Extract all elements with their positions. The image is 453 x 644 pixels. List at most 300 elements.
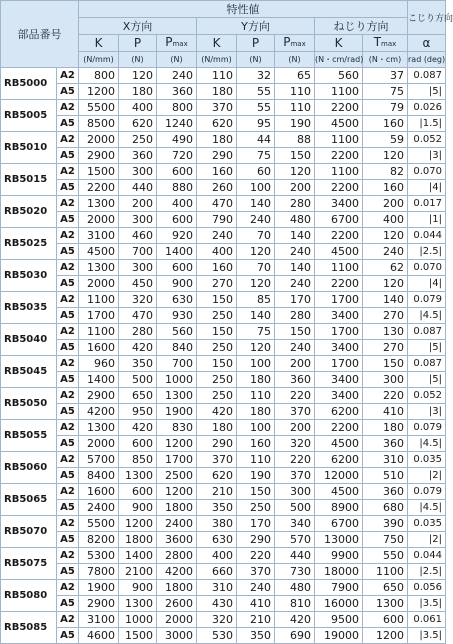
table-row <box>1 628 446 644</box>
a2-y-pmax-value: 110 <box>275 100 315 116</box>
a5-x-p-value: 1300 <box>119 468 157 484</box>
variant-label: A2 <box>57 164 79 180</box>
variant-label: A5 <box>57 596 79 612</box>
variant-label: A2 <box>57 260 79 276</box>
alpha-rad-value: 0.052 <box>408 132 446 148</box>
a5-y-p-value: 370 <box>237 564 275 580</box>
table-header <box>1 1 453 68</box>
a5-x-k-value: 7800 <box>79 564 119 580</box>
table-row <box>1 484 446 500</box>
a5-x-k-value: 1700 <box>79 308 119 324</box>
a5-t-k-value: 13000 <box>315 532 363 548</box>
a2-y-k-value: 380 <box>197 516 237 532</box>
a5-y-p-value: 140 <box>237 308 275 324</box>
a5-x-k-value: 2900 <box>79 596 119 612</box>
a5-y-k-value: 530 <box>197 628 237 644</box>
variant-label: A5 <box>57 468 79 484</box>
a2-x-k-value: 5500 <box>79 516 119 532</box>
a5-y-p-value: 100 <box>237 180 275 196</box>
a2-x-p-value: 300 <box>119 260 157 276</box>
a5-t-tmax-value: 160 <box>363 180 408 196</box>
table-row <box>1 132 446 148</box>
a5-x-p-value: 600 <box>119 436 157 452</box>
a5-y-k-value: 620 <box>197 116 237 132</box>
a2-y-k-value: 110 <box>197 68 237 84</box>
a2-x-p-value: 850 <box>119 452 157 468</box>
a2-y-pmax-value: 340 <box>275 516 315 532</box>
table-row <box>1 420 446 436</box>
part-number: RB5020 <box>1 196 57 228</box>
a5-y-k-value: 400 <box>197 244 237 260</box>
a5-t-tmax-value: 300 <box>363 372 408 388</box>
a5-y-p-value: 250 <box>237 500 275 516</box>
part-number: RB5000 <box>1 68 57 100</box>
a5-y-k-value: 260 <box>197 180 237 196</box>
variant-label: A2 <box>57 356 79 372</box>
a5-t-k-value: 6200 <box>315 404 363 420</box>
a2-y-k-value: 320 <box>197 612 237 628</box>
a2-y-pmax-value: 170 <box>275 292 315 308</box>
a2-y-p-value: 44 <box>237 132 275 148</box>
unit-y-k: (N/mm) <box>197 52 237 68</box>
table-row <box>1 116 446 132</box>
a2-x-k-value: 1300 <box>79 196 119 212</box>
table-row <box>1 532 446 548</box>
table-row <box>1 372 446 388</box>
a2-y-k-value: 310 <box>197 580 237 596</box>
a2-x-k-value: 960 <box>79 356 119 372</box>
a5-t-k-value: 2200 <box>315 148 363 164</box>
a2-x-pmax-value: 830 <box>157 420 197 436</box>
a2-y-pmax-value: 440 <box>275 548 315 564</box>
a2-x-k-value: 5500 <box>79 100 119 116</box>
a5-x-p-value: 1500 <box>119 628 157 644</box>
a5-x-pmax-value: 880 <box>157 180 197 196</box>
a5-x-p-value: 440 <box>119 180 157 196</box>
a5-x-p-value: 420 <box>119 340 157 356</box>
alpha-rad-value: 0.044 <box>408 548 446 564</box>
alpha-header: α <box>408 35 446 52</box>
table-row <box>1 468 446 484</box>
x-p-header: P <box>119 35 157 52</box>
a5-t-tmax-value: 510 <box>363 468 408 484</box>
a5-y-p-value: 120 <box>237 340 275 356</box>
a2-y-k-value: 160 <box>197 260 237 276</box>
a5-t-tmax-value: 120 <box>363 276 408 292</box>
part-number: RB5060 <box>1 452 57 484</box>
a5-y-pmax-value: 360 <box>275 372 315 388</box>
a5-t-tmax-value: 160 <box>363 116 408 132</box>
alpha-rad-value: 0.070 <box>408 260 446 276</box>
a2-x-k-value: 5700 <box>79 452 119 468</box>
a5-y-k-value: 250 <box>197 340 237 356</box>
alpha-deg-value: |4.5| <box>408 308 446 324</box>
a2-y-p-value: 240 <box>237 580 275 596</box>
a5-x-p-value: 700 <box>119 244 157 260</box>
variant-label: A2 <box>57 100 79 116</box>
variant-label: A5 <box>57 276 79 292</box>
a2-y-k-value: 470 <box>197 196 237 212</box>
a2-x-pmax-value: 1700 <box>157 452 197 468</box>
a5-x-p-value: 180 <box>119 84 157 100</box>
a5-x-k-value: 2000 <box>79 436 119 452</box>
a5-x-k-value: 4200 <box>79 404 119 420</box>
a5-x-k-value: 2400 <box>79 500 119 516</box>
a2-x-pmax-value: 700 <box>157 356 197 372</box>
a2-t-k-value: 9900 <box>315 548 363 564</box>
variant-label: A5 <box>57 212 79 228</box>
a2-t-k-value: 3400 <box>315 196 363 212</box>
a2-y-k-value: 370 <box>197 100 237 116</box>
a5-t-k-value: 1100 <box>315 84 363 100</box>
a5-y-pmax-value: 190 <box>275 116 315 132</box>
a5-x-pmax-value: 360 <box>157 84 197 100</box>
a2-y-pmax-value: 140 <box>275 260 315 276</box>
a5-y-p-value: 350 <box>237 628 275 644</box>
a5-t-k-value: 12000 <box>315 468 363 484</box>
a2-t-tmax-value: 62 <box>363 260 408 276</box>
a5-t-tmax-value: 75 <box>363 84 408 100</box>
a2-t-tmax-value: 310 <box>363 452 408 468</box>
a2-t-k-value: 1100 <box>315 260 363 276</box>
a5-y-pmax-value: 240 <box>275 340 315 356</box>
a2-y-pmax-value: 200 <box>275 420 315 436</box>
a5-y-pmax-value: 240 <box>275 244 315 260</box>
alpha-deg-value: |2| <box>408 532 446 548</box>
a5-x-k-value: 8500 <box>79 116 119 132</box>
a2-y-pmax-value: 220 <box>275 452 315 468</box>
table-row <box>1 244 446 260</box>
a2-x-pmax-value: 560 <box>157 324 197 340</box>
table-row <box>1 196 446 212</box>
unit-t-k: (N・cm/rad) <box>315 52 363 68</box>
a5-t-tmax-value: 270 <box>363 340 408 356</box>
a2-x-p-value: 900 <box>119 580 157 596</box>
a5-y-k-value: 660 <box>197 564 237 580</box>
a5-x-pmax-value: 930 <box>157 308 197 324</box>
a2-t-tmax-value: 390 <box>363 516 408 532</box>
a2-x-p-value: 460 <box>119 228 157 244</box>
variant-label: A2 <box>57 420 79 436</box>
a2-x-pmax-value: 400 <box>157 196 197 212</box>
table-row <box>1 580 446 596</box>
a2-x-p-value: 1000 <box>119 612 157 628</box>
a2-x-p-value: 280 <box>119 324 157 340</box>
a2-y-pmax-value: 140 <box>275 228 315 244</box>
a5-y-pmax-value: 240 <box>275 276 315 292</box>
table-row <box>1 452 446 468</box>
a2-t-k-value: 1700 <box>315 324 363 340</box>
a5-x-pmax-value: 1400 <box>157 244 197 260</box>
a5-y-pmax-value: 150 <box>275 148 315 164</box>
table-row <box>1 500 446 516</box>
alpha-rad-value: 0.061 <box>408 612 446 628</box>
part-number: RB5045 <box>1 356 57 388</box>
alpha-rad-value: 0.079 <box>408 484 446 500</box>
alpha-deg-value: |4| <box>408 180 446 196</box>
a2-x-k-value: 2900 <box>79 388 119 404</box>
alpha-rad-value: 0.052 <box>408 388 446 404</box>
a2-t-k-value: 560 <box>315 68 363 84</box>
unit-y-pmax: (N) <box>275 52 315 68</box>
a2-y-pmax-value: 280 <box>275 196 315 212</box>
variant-label: A2 <box>57 612 79 628</box>
alpha-deg-value: |1.5| <box>408 116 446 132</box>
a5-x-k-value: 1200 <box>79 84 119 100</box>
a5-y-pmax-value: 370 <box>275 468 315 484</box>
a5-t-tmax-value: 680 <box>363 500 408 516</box>
table-row <box>1 548 446 564</box>
variant-label: A5 <box>57 564 79 580</box>
table-row <box>1 516 446 532</box>
a2-x-p-value: 400 <box>119 100 157 116</box>
alpha-deg-value: |4.5| <box>408 500 446 516</box>
a5-t-tmax-value: 270 <box>363 308 408 324</box>
a2-x-pmax-value: 240 <box>157 68 197 84</box>
variant-label: A2 <box>57 196 79 212</box>
a2-x-k-value: 1300 <box>79 420 119 436</box>
a5-x-k-value: 4500 <box>79 244 119 260</box>
a2-t-k-value: 4500 <box>315 484 363 500</box>
a2-t-tmax-value: 650 <box>363 580 408 596</box>
a5-t-tmax-value: 750 <box>363 532 408 548</box>
a5-t-k-value: 4500 <box>315 244 363 260</box>
a5-x-pmax-value: 4200 <box>157 564 197 580</box>
a5-y-p-value: 120 <box>237 244 275 260</box>
a2-x-p-value: 350 <box>119 356 157 372</box>
a2-y-p-value: 100 <box>237 356 275 372</box>
alpha-rad-value: 0.070 <box>408 164 446 180</box>
a2-x-k-value: 1300 <box>79 260 119 276</box>
a5-y-k-value: 290 <box>197 436 237 452</box>
a2-t-k-value: 6700 <box>315 516 363 532</box>
a2-y-k-value: 210 <box>197 484 237 500</box>
alpha-deg-value: |4.5| <box>408 436 446 452</box>
a2-t-tmax-value: 550 <box>363 548 408 564</box>
variant-label: A5 <box>57 500 79 516</box>
variant-label: A5 <box>57 404 79 420</box>
a2-y-p-value: 32 <box>237 68 275 84</box>
a5-x-k-value: 2900 <box>79 148 119 164</box>
a5-t-k-value: 3400 <box>315 340 363 356</box>
a5-x-pmax-value: 840 <box>157 340 197 356</box>
a2-y-pmax-value: 420 <box>275 612 315 628</box>
variant-label: A5 <box>57 180 79 196</box>
a2-y-p-value: 70 <box>237 260 275 276</box>
unit-x-p: (N) <box>119 52 157 68</box>
a5-x-pmax-value: 2500 <box>157 468 197 484</box>
a2-x-pmax-value: 2000 <box>157 612 197 628</box>
a2-x-k-value: 3100 <box>79 228 119 244</box>
variant-label: A2 <box>57 292 79 308</box>
a2-t-tmax-value: 120 <box>363 228 408 244</box>
a2-t-k-value: 2200 <box>315 420 363 436</box>
a5-x-p-value: 360 <box>119 148 157 164</box>
a5-y-p-value: 180 <box>237 404 275 420</box>
a2-t-tmax-value: 360 <box>363 484 408 500</box>
t-tmax-header: Tmax <box>363 35 408 52</box>
a2-x-p-value: 200 <box>119 196 157 212</box>
y-k-header: K <box>197 35 237 52</box>
alpha-rad-value: 0.087 <box>408 356 446 372</box>
a5-y-k-value: 420 <box>197 404 237 420</box>
part-number-header: 部品番号 <box>1 1 79 68</box>
a5-y-k-value: 630 <box>197 532 237 548</box>
a2-x-k-value: 1500 <box>79 164 119 180</box>
part-number: RB5075 <box>1 548 57 580</box>
a5-y-pmax-value: 570 <box>275 532 315 548</box>
a2-x-pmax-value: 1300 <box>157 388 197 404</box>
part-number: RB5010 <box>1 132 57 164</box>
a2-x-k-value: 1100 <box>79 324 119 340</box>
table-row <box>1 276 446 292</box>
a2-t-tmax-value: 82 <box>363 164 408 180</box>
a5-t-k-value: 6700 <box>315 212 363 228</box>
a5-y-k-value: 250 <box>197 372 237 388</box>
part-number: RB5030 <box>1 260 57 292</box>
a2-y-k-value: 240 <box>197 228 237 244</box>
variant-label: A5 <box>57 372 79 388</box>
variant-label: A5 <box>57 244 79 260</box>
a5-y-p-value: 160 <box>237 436 275 452</box>
part-number: RB5070 <box>1 516 57 548</box>
a5-t-tmax-value: 360 <box>363 436 408 452</box>
a2-t-k-value: 3400 <box>315 388 363 404</box>
a5-x-pmax-value: 2600 <box>157 596 197 612</box>
a2-t-k-value: 2200 <box>315 100 363 116</box>
a5-y-p-value: 290 <box>237 532 275 548</box>
a5-t-tmax-value: 410 <box>363 404 408 420</box>
alpha-deg-value: |5| <box>408 372 446 388</box>
table-row <box>1 212 446 228</box>
alpha-rad-value: 0.087 <box>408 68 446 84</box>
a5-x-p-value: 950 <box>119 404 157 420</box>
a2-t-tmax-value: 150 <box>363 356 408 372</box>
a2-x-p-value: 300 <box>119 164 157 180</box>
a5-x-k-value: 2000 <box>79 276 119 292</box>
a2-y-pmax-value: 65 <box>275 68 315 84</box>
alpha-rad-value: 0.044 <box>408 228 446 244</box>
alpha-rad-value: 0.035 <box>408 516 446 532</box>
a2-x-pmax-value: 920 <box>157 228 197 244</box>
a5-t-tmax-value: 1100 <box>363 564 408 580</box>
part-number: RB5050 <box>1 388 57 420</box>
a5-y-p-value: 180 <box>237 372 275 388</box>
unit-x-k: (N/mm) <box>79 52 119 68</box>
y-pmax-header: Pmax <box>275 35 315 52</box>
a2-x-pmax-value: 600 <box>157 260 197 276</box>
unit-t-tmax: (N・cm) <box>363 52 408 68</box>
a2-y-k-value: 150 <box>197 324 237 340</box>
a5-x-p-value: 1300 <box>119 596 157 612</box>
a5-y-p-value: 55 <box>237 84 275 100</box>
table-row <box>1 564 446 580</box>
table-row <box>1 404 446 420</box>
a5-y-pmax-value: 370 <box>275 404 315 420</box>
a2-y-pmax-value: 150 <box>275 324 315 340</box>
a5-t-k-value: 4500 <box>315 436 363 452</box>
alpha-deg-value: |4| <box>408 276 446 292</box>
alpha-deg-value: |3.5| <box>408 596 446 612</box>
alpha-rad-value: 0.079 <box>408 420 446 436</box>
table-row <box>1 308 446 324</box>
a2-x-k-value: 1900 <box>79 580 119 596</box>
table-row <box>1 68 446 84</box>
alpha-rad-value: 0.017 <box>408 196 446 212</box>
variant-label: A2 <box>57 548 79 564</box>
table-row <box>1 356 446 372</box>
a5-y-k-value: 620 <box>197 468 237 484</box>
variant-label: A5 <box>57 436 79 452</box>
a2-t-k-value: 7900 <box>315 580 363 596</box>
variant-label: A5 <box>57 532 79 548</box>
a2-x-p-value: 250 <box>119 132 157 148</box>
a2-y-p-value: 170 <box>237 516 275 532</box>
a2-x-pmax-value: 600 <box>157 164 197 180</box>
a2-t-tmax-value: 59 <box>363 132 408 148</box>
alpha-deg-value: |1| <box>408 212 446 228</box>
a5-t-k-value: 4500 <box>315 116 363 132</box>
a2-y-p-value: 75 <box>237 324 275 340</box>
a5-t-k-value: 3400 <box>315 372 363 388</box>
a5-x-k-value: 8400 <box>79 468 119 484</box>
a5-x-k-value: 1400 <box>79 372 119 388</box>
a2-y-p-value: 220 <box>237 548 275 564</box>
a5-t-k-value: 8900 <box>315 500 363 516</box>
a2-y-k-value: 180 <box>197 132 237 148</box>
a5-y-p-value: 410 <box>237 596 275 612</box>
unit-alpha: rad (deg) <box>408 52 446 68</box>
a5-x-k-value: 2000 <box>79 212 119 228</box>
a5-x-pmax-value: 3600 <box>157 532 197 548</box>
alpha-deg-value: |5| <box>408 84 446 100</box>
a2-t-tmax-value: 600 <box>363 612 408 628</box>
a2-y-pmax-value: 200 <box>275 356 315 372</box>
a5-x-p-value: 450 <box>119 276 157 292</box>
a2-t-tmax-value: 130 <box>363 324 408 340</box>
variant-label: A5 <box>57 84 79 100</box>
a5-t-tmax-value: 120 <box>363 148 408 164</box>
a2-x-k-value: 5300 <box>79 548 119 564</box>
table-row <box>1 436 446 452</box>
a2-x-p-value: 1400 <box>119 548 157 564</box>
a2-y-p-value: 140 <box>237 196 275 212</box>
a2-t-tmax-value: 200 <box>363 196 408 212</box>
y-p-header: P <box>237 35 275 52</box>
alpha-deg-value: |5| <box>408 340 446 356</box>
a5-y-pmax-value: 200 <box>275 180 315 196</box>
x-pmax-header: Pmax <box>157 35 197 52</box>
a5-y-k-value: 430 <box>197 596 237 612</box>
alpha-rad-value: 0.079 <box>408 292 446 308</box>
table-row <box>1 100 446 116</box>
variant-label: A2 <box>57 324 79 340</box>
variant-label: A5 <box>57 148 79 164</box>
alpha-rad-value: 0.087 <box>408 324 446 340</box>
variant-label: A2 <box>57 132 79 148</box>
table-row <box>1 596 446 612</box>
a5-x-p-value: 470 <box>119 308 157 324</box>
a2-y-p-value: 55 <box>237 100 275 116</box>
a2-y-pmax-value: 300 <box>275 484 315 500</box>
a2-x-p-value: 650 <box>119 388 157 404</box>
a2-x-pmax-value: 2800 <box>157 548 197 564</box>
a5-y-pmax-value: 320 <box>275 436 315 452</box>
a2-x-pmax-value: 1800 <box>157 580 197 596</box>
table-row <box>1 148 446 164</box>
a5-y-p-value: 120 <box>237 276 275 292</box>
a2-y-p-value: 100 <box>237 420 275 436</box>
